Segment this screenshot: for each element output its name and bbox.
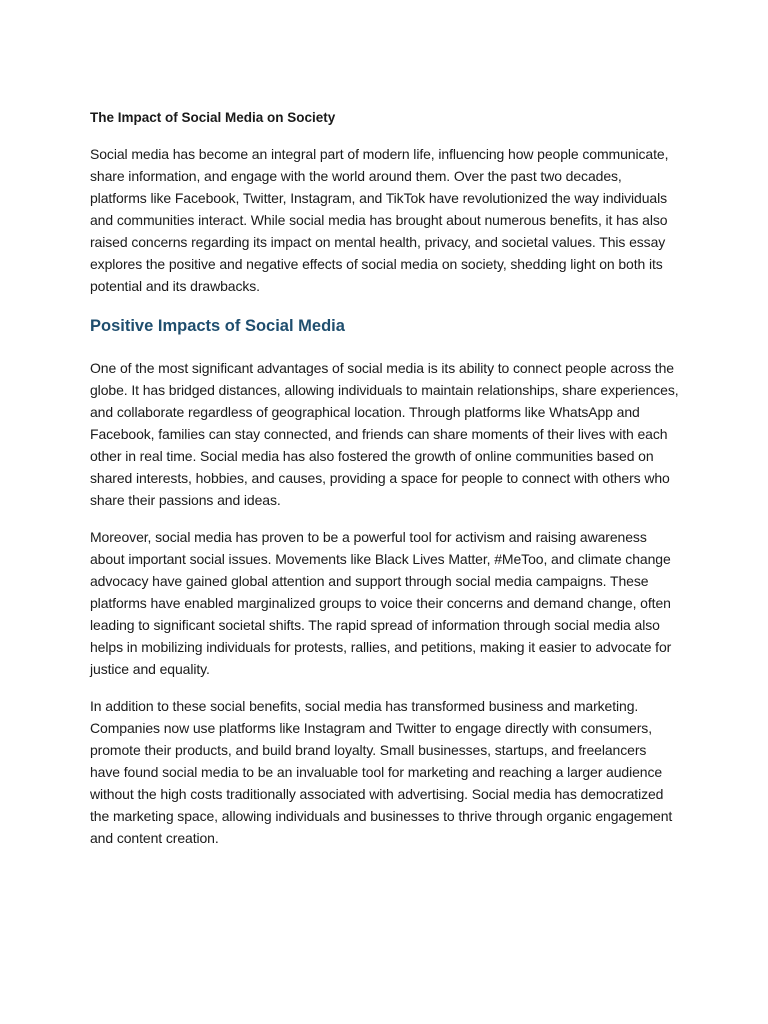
body-paragraph: One of the most significant advantages of social media is its ability to connect people across the globe. It has bridged distances, allowing individuals to maintain relationships, share experiences, and collaborate regardless of geographical location. Through platforms like WhatsApp and Facebook, families can stay connected, and friends can share moments of their lives with each other in real time. Social media has also fostered the growth of online communities based on shared interests, hobbies, and causes, providing a space for people to connect with others who share their passions and ideas. [90,360,679,508]
body-paragraph: Moreover, social media has proven to be a powerful tool for activism and raising awareness about important social issues. Movements like Black Lives Matter, #MeToo, and climate change advocacy have gained global attention and support through social media campaigns. These platforms have enabled marginalized groups to voice their concerns and demand change, often leading to significant societal shifts. The rapid spread of information through social media also helps in mobilizing individuals for protests, rallies, and petitions, making it easier to advocate for justice and equality. [90,529,672,677]
document-title: The Impact of Social Media on Society [90,110,336,125]
section-heading: Positive Impacts of Social Media [90,317,345,335]
intro-paragraph: Social media has become an integral part of modern life, influencing how people communicate, share information, and engage with the world around them. Over the past two decades, platforms like Facebook, Twitter, Instagram, and TikTok have revolutionized the way individuals and communities interact. While social media has brought about numerous benefits, it has also raised concerns regarding its impact on mental health, privacy, and societal values. This essay explores the positive and negative effects of social media on society, shedding light on both its potential and its drawbacks. [90,146,669,294]
document-body [90,108,680,864]
body-paragraph: In addition to these social benefits, social media has transformed business and marketing. Companies now use platforms like Instagram and Twitter to engage directly with consumers, promote their products, and build brand loyalty. Small businesses, startups, and freelancers have found social media to be an invaluable tool for marketing and reaching a larger audience without the high costs traditionally associated with advertising. Social media has democratized the marketing space, allowing individuals and businesses to thrive through organic engagement and content creation. [90,698,673,846]
